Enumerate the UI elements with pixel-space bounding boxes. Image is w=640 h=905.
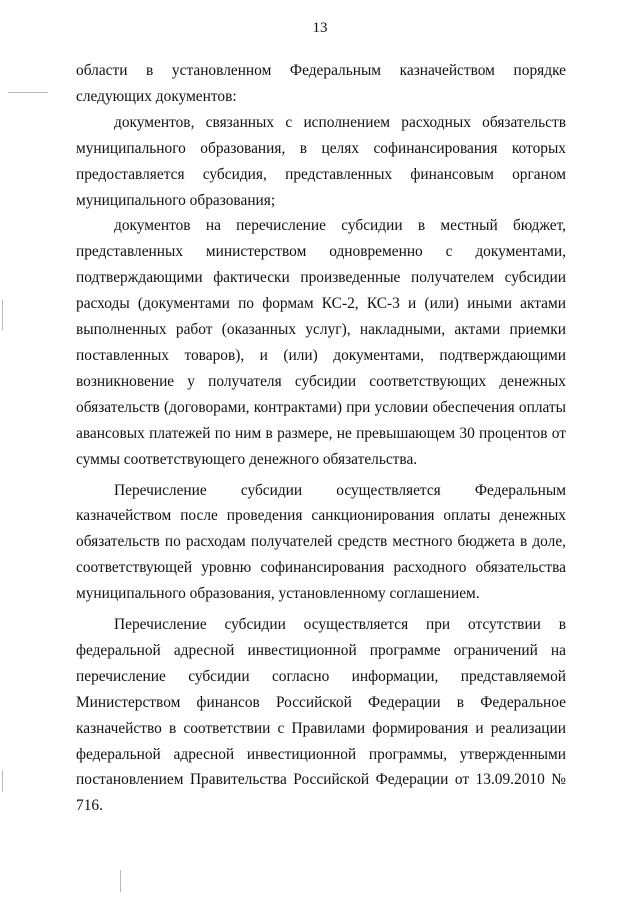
scan-artifact [120,870,121,892]
scan-artifact [2,770,3,792]
paragraph-transfer-documents: документов на перечисление субсидии в местный бюджет, представленных министерством одновременно с документами, подтверждающими фактически произведенные получателем субсидии расходы (документами по формам КС-2, КС-3 и (или) иными актами выполненных работ (оказанных услуг), накладными, актами приемки поставленных товаров), и (или) документами, подтверждающими возникновение у получателя субсидии соответствующих денежных обязательств (договорами, контрактами) при условии обеспечения оплаты авансовых платежей по ним в размере, не превышающем 30 процентов от суммы соответствующего денежного обязательства. [76,217,566,468]
paragraph-municipal-documents: документов, связанных с исполнением расходных обязательств муниципального образования, в целях софинансирования которых предоставляется субсидия, представленных финансовым органом муниципального образования; [76,113,566,209]
document-body [76,58,566,819]
scan-artifact [8,92,48,93]
page-number: 13 [312,20,328,36]
paragraph-treasury-transfer: Перечисление субсидии осуществляется Федеральным казначейством после проведения санкционирования оплаты денежных обязательств по расходам получателей средств местного бюджета в доле, соответствующей уровню софинансирования расходного обязательства муниципального образования, установленному соглашением. [76,481,566,603]
scan-artifact [2,300,3,330]
paragraph-continuation: области в установленном Федеральным казначейством порядке следующих документов: [76,62,566,105]
paragraph-investment-program: Перечисление субсидии осуществляется при отсутствии в федеральной адресной инвестиционной программе ограничений на перечисление субсидии согласно информации, представляемой Министерством финансов Российской Федерации в Федеральное казначейство в соответствии с Правилами формирования и реализации федеральной адресной инвестиционной программы, утвержденными постановлением Правительства Российской Федерации от 13.09.2010 № 716. [76,616,566,815]
